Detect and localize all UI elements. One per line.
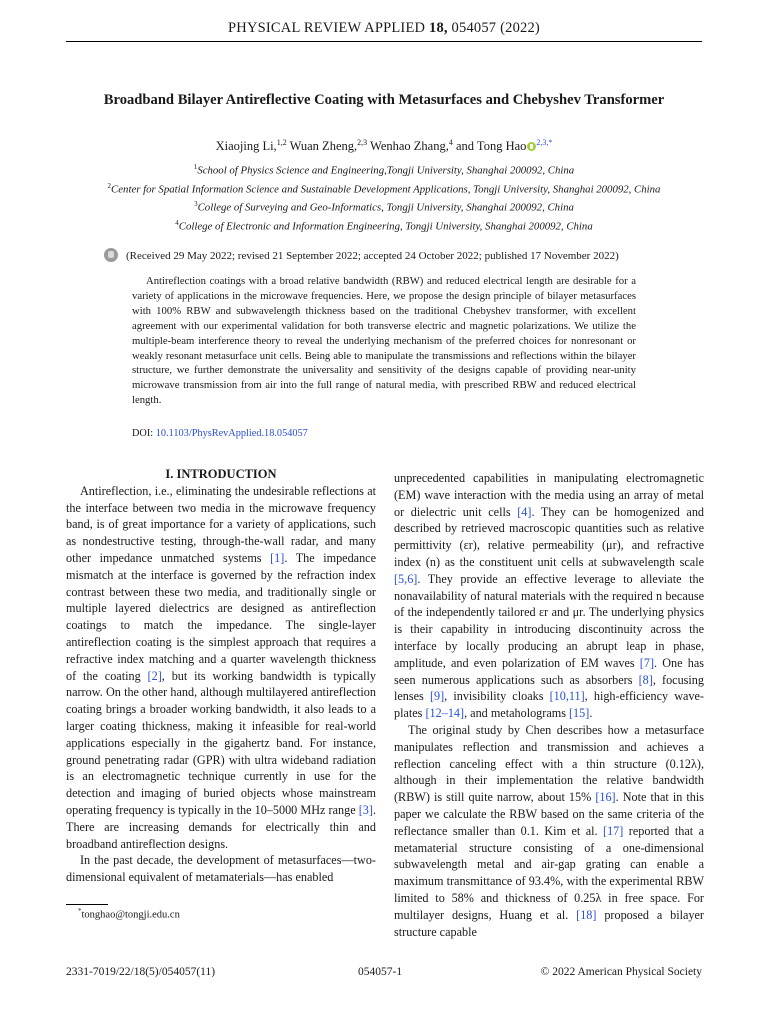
author-affil-marker: 2,3,* (536, 138, 553, 147)
footer-page-number: 054057-1 (358, 966, 403, 978)
reference-link[interactable]: [3] (358, 802, 373, 817)
affiliation-item (96, 216, 672, 235)
doi-label: DOI: (132, 428, 156, 439)
author-name: and Tong Hao (452, 139, 527, 154)
body-paragraph: In the past decade, the development of metasurfaces—two-dimensional equivalent of metamaterials—has enabled (66, 853, 376, 885)
abstract: Antireflection coatings with a broad relative bandwidth (RBW) and reduced electrical length are desirable for a variety of applications in the microwave frequencies. Here, we propose the design principle of bilayer metasurfaces with 100% RBW and subwavelength thickness based on the traditional Chebyshev transformer, with excellent agreement with our experimental validation for both transverse electric and magnetic polarizations. We utilize the multiple-beam interference theory to reveal the underlying mechanism of the preferred choices for nonresonant or weakly resonant metasurface unit cells. Being able to manipulate the transmissions and reflections within the bilayer structure, we further demonstrate the universality and sensitivity of the designs capable of providing near-unity microwave transmission from air into the full range of natural media, with prescribed RBW and reduced electrical length. (132, 275, 636, 407)
reference-link[interactable]: [7] (639, 655, 655, 670)
journal-header (66, 20, 702, 37)
affiliation-item (96, 160, 672, 179)
footer-copyright: © 2022 American Physical Society (540, 966, 702, 978)
affiliation-number: 1 (193, 163, 198, 171)
body-paragraph: unprecedented capabilities in manipulating electromagnetic (EM) wave interaction with the media using an array of metal or dielectric unit cells [4]. They can be homogenized and described by retrieved macroscopic quantities such as relative permittivity (εr), relative permeability (μr), and refractive index (n) as the constituent unit cells at subwavelength scale [5,6]. They provide an effective leverage to alleviate the nonavailability of natural materials with the required n because of the independently tailored εr and μr. The underlying physics is their capability in introducing discontinuity across the interface by locally producing an abrupt leap in phase, amplitude, and even polarization of EM waves [7]. One has seen numerous applications such as absorbers [8], focusing lenses [9], invisibility cloaks [10,11], high-efficiency wave-plates [12–14], and metaholograms [15]. (394, 471, 705, 721)
section-heading: I. INTRODUCTION (165, 467, 277, 481)
reference-link[interactable]: [2] (147, 668, 162, 683)
affiliation-text: College of Electronic and Information Engineering, Tongji University, Shanghai 200092, China (178, 220, 593, 233)
crossmark-icon[interactable] (104, 248, 118, 262)
journal-name: PHYSICAL REVIEW APPLIED (228, 20, 429, 36)
footnote (78, 907, 180, 921)
author-name: Xiaojing Li, (215, 139, 277, 154)
reference-link[interactable]: [10,11] (549, 689, 585, 704)
reference-link[interactable]: [12–14] (425, 706, 465, 721)
author-affil-marker: 1,2 (276, 138, 287, 147)
affiliation-text: School of Physics Science and Engineering,Tongji University, Shanghai 200092, China (197, 164, 575, 177)
article-info: 054057 (2022) (447, 20, 540, 36)
affiliation-text: College of Surveying and Geo-Informatics, Tongji University, Shanghai 200092, China (197, 201, 574, 214)
body-paragraph: The original study by Chen describes how a metasurface manipulates reflection and transmission and achieves a reflection canceling effect with a thin structure (0.12λ), although in their implementation the relative bandwidth (RBW) is still quite narrow, about 15% [16]. Note that in this paper we calculate the RBW based on the same criteria of the reflectance smaller than 0.1. Kim et al. [17] reported that a metamaterial structure consisting of a one-dimensional subwavelength metal and air-gap grating can enable a maximum transmittance of 93.4%, with the experimental RBW limited to 58% and thickness of 0.25λ in free space. For multilayer designs, Huang et al. [18] proposed a bilayer structure capable (394, 722, 704, 939)
affiliation-number: 4 (175, 218, 179, 227)
journal-volume: 18, (429, 20, 448, 36)
affiliation-text: Center for Spatial Information Science and Sustainable Development Applications, Tongji University, Shanghai 200092, China (111, 183, 661, 196)
received-dates (104, 248, 674, 262)
author-affil-marker: 4 (448, 138, 453, 147)
received-text: (Received 29 May 2022; revised 21 September 2022; accepted 24 October 2022; published 17 November 2022) (126, 250, 619, 262)
affiliation-list (96, 160, 672, 234)
reference-link[interactable]: [4] (517, 504, 532, 519)
footer-issn: 2331-7019/22/18(5)/054057(11) (66, 966, 216, 978)
body-paragraph: Antireflection, i.e., eliminating the undesirable reflections at the interface between two media in the microwave frequency band, is of great importance for a variety of applications, such as nondestructive testing, through-the-wall radar, and many other impedance unmatched systems [1]. The impedance mismatch at the interface is governed by the refraction index contrast between these two media, and traditionally single or multiple layered dielectrics are designed as antireflection coatings to match the impedance. The single-layer antireflection coating is the simplest approach that requires a refractive index matching and a quarter wavelength thickness of the coating [2], but its working bandwidth is typically narrow. On the other hand, although multilayered antireflection coating brings a broader working bandwidth, it also leads to a larger coating thickness, making it infeasible for real-world applications especially in the gigahertz band. For instance, ground penetrating radar (GPR) with ultra wideband radiation is an electromagnetic technique currently in use for the detection and imaging of buried objects whose mainstream operating frequency is typically in the 10–5000 MHz range [3]. There are increasing demands for electrically thin and broadband antireflection designs. (66, 483, 376, 851)
reference-link[interactable]: [9] (429, 689, 445, 704)
left-column (66, 466, 376, 886)
doi-line (132, 428, 308, 439)
reference-link[interactable]: [17] (603, 823, 624, 838)
affiliation-number: 2 (107, 181, 112, 190)
affiliation-item (96, 179, 672, 198)
reference-link[interactable]: [5,6] (394, 571, 418, 586)
right-column (394, 470, 704, 940)
author-name: Wuan Zheng, (286, 139, 358, 154)
author-name: Wenhao Zhang, (367, 139, 449, 154)
header-rule (66, 41, 702, 42)
orcid-icon[interactable] (527, 142, 536, 151)
reference-link[interactable]: [18] (576, 907, 597, 922)
author-affil-marker: 2,3 (357, 138, 368, 147)
affiliation-number: 3 (194, 200, 198, 209)
reference-link[interactable]: [8] (638, 672, 653, 687)
footnote-email: tonghao@tongji.edu.cn (81, 909, 180, 921)
footnote-rule (66, 904, 108, 905)
reference-link[interactable]: [1] (270, 550, 285, 565)
paper-title: Broadband Bilayer Antireflective Coating with Metasurfaces and Chebyshev Transformer (103, 92, 665, 108)
doi-link[interactable]: 10.1103/PhysRevApplied.18.054057 (155, 428, 308, 439)
footnote-mark: * (78, 907, 82, 915)
affiliation-item (96, 197, 672, 216)
reference-link[interactable]: [16] (595, 790, 616, 805)
author-list (66, 138, 702, 154)
reference-link[interactable]: [15] (569, 706, 590, 721)
